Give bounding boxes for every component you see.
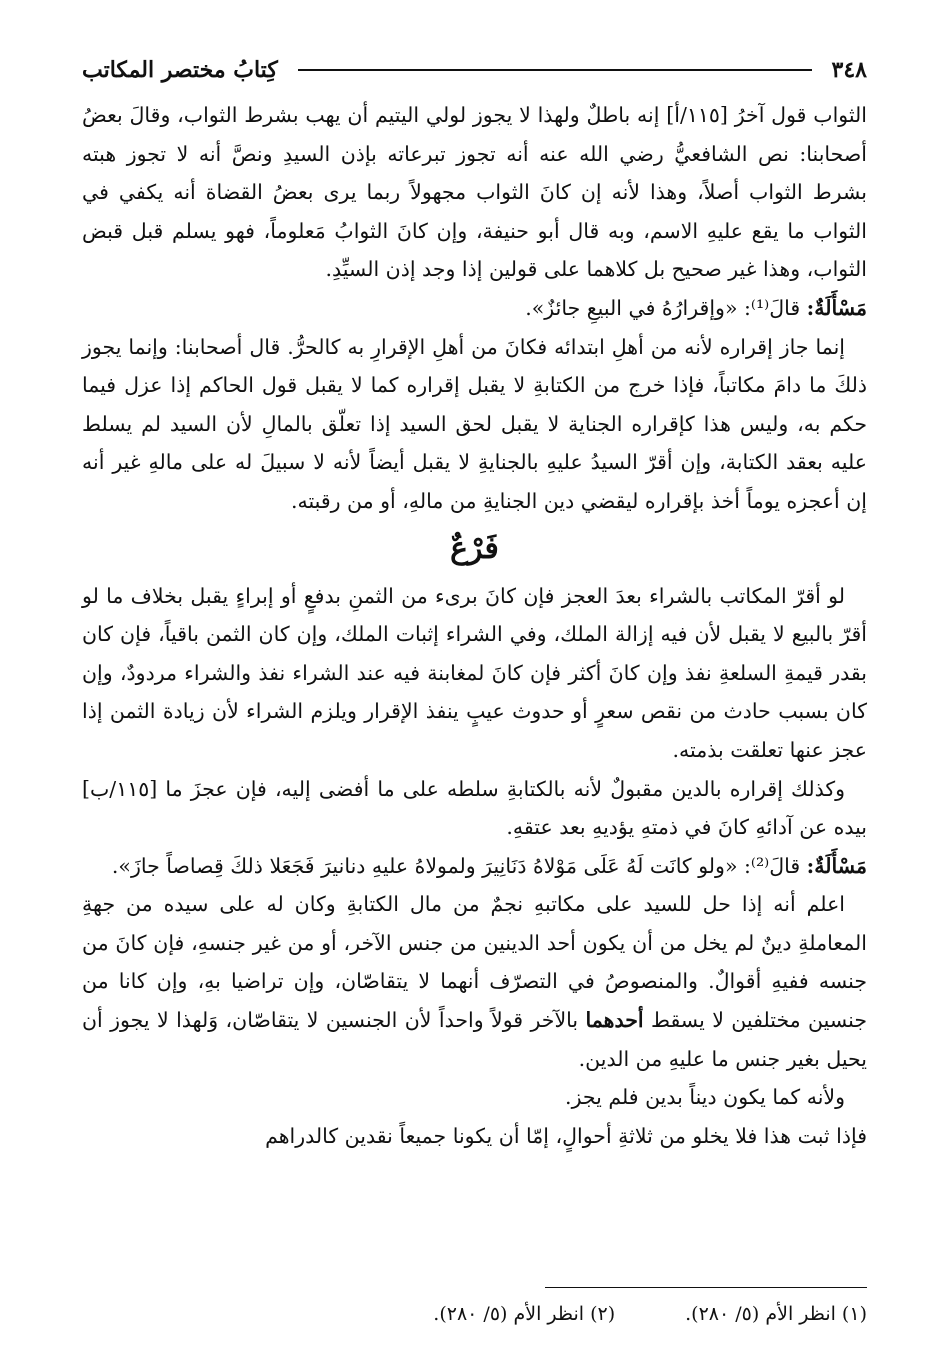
paragraph-4: وكذلك إقراره بالدين مقبولٌ لأنه بالكتابةِ سلطه على ما أفضى إليه، فإن عجزَ ما [١١٥/ب] بيده عن آدائهِ كانَ في ذمتهِ يؤديهِ بعد عتقهِ. [82,776,867,840]
paragraph-1: الثواب قول آخرُ [١١٥/أ] إنه باطلٌ ولهذا لا يجوز لولي اليتيم أن يهب بشرط الثواب، وقالَ بعضُ أصحابنا: نص الشافعيُّ رضي الله عنه أنه تجوز تبرعاته بإذن السيدِ ونصَّ أنه لا تجوز هبته بشرط الثواب أصلاً، وهذا لأنه إن كانَ الثواب مجهولاً ربما يرى بعضُ القضاة أنه يكفي في الثواب ما يقع عليهِ الاسم، وبه قال أبو حنيفة، وإن كانَ الثوابُ مَعلوماً، فهو يسلم قبل قبض الثواب، وهذا غير صحيح بل كلاهما على قولين إذا وجد إذن السيِّدِ. [82,103,867,282]
paragraph-5-part-b: بالآخر قولاً واحداً لأن الجنسين لا يتقاصّان، وَلهذا لا يجوز أن يحيل بغير جنس ما عليهِ من الدين. [82,1008,867,1071]
running-header [82,52,867,88]
footnote-rule [545,1287,867,1288]
paragraph-5-part-a: اعلم أنه إذا حل للسيد على مكاتبهِ نجمٌ من مال الكتابةِ وكان له على سيده من جهةِ المعاملةِ دينٌ لم يخل من أن يكون أحد الدينين من جنس الآخر، أو من غير جنسهِ، فإن كانَ من جنسه ففيهِ أقوالٌ. والمنصوصُ في التصرّف أنهما لا يتقاصّان، وإن تراضيا بهِ، وإن كانا من جنسين مختلفين لا يسقط [82,892,867,1033]
masala-2 [82,847,867,886]
paragraph-5 [82,885,867,1078]
paragraph-2: إنما جاز إقراره لأنه من أهلِ ابتدائه فكانَ من أهلِ الإقرارِ به كالحرُّ. قال أصحابنا: وإنما يجوز ذلكَ ما دامَ مكاتباً، فإذا خرج من الكتابةِ لا يقبل إقراره كما لا يقبل قول الحاكم إذا عزل فيما حكم به، وليس هذا كإقراره الجناية لا يقبل لحق السيد إذا تعلّق بالمالِ لأن السيد لم يسلط عليه بعقد الكتابة، وإن أقرّ السيدُ عليهِ بالجنايةِ لا يقبل أيضاً لأنه لا سبيلَ له على مالهِ غير أنه إن أعجزه يوماً أخذ بإقراره ليقضي دين الجنايةِ من مالهِ، أو من رقبته. [82,334,867,513]
masala-text: قالَ⁽²⁾: «ولو كانَت لَهُ عَلَى مَوْلاهُ دَنَانِيرَ ولمولاهُ عليهِ دنانيرَ فَجَعَلا ذلكَ قِصاصاً جازَ». [111,853,807,878]
paragraph-3: لو أقرّ المكاتب بالشراء بعدَ العجز فإن كانَ برىء من الثمنِ بدفعٍ أو إبراءٍ يقبل بخلاف ما لو أقرّ بالبيع لا يقبل لأن فيه إزالة الملك، وفي الشراء إثبات الملك، وإن كان الثمن باقياً، فإن كان بقدر قيمةِ السلعةِ نفذ وإن كانَ أكثر فإن كانَ لمغابنة فيه عند الشراء نفذ والشراء مردودٌ، وإن كان بسبب حادث من نقص سعرٍ أو حدوث عيبٍ ينفذ الإقرار ويلزم الشراء لأن زيادة الثمن إذا عجز عنها تعلقت بذمته. [82,583,867,762]
main-text [82,96,867,1155]
book-title: كِتابُ مختصر المكاتب [82,57,278,83]
masala-1 [82,289,867,328]
footnote-2: (٢) انظر الأم (٥/ ٢٨٠). [433,1303,616,1325]
masala-label: مَسْأَلَةٌ: [806,295,867,320]
paragraph-6: ولأنه كما يكون ديناً بدين فلم يجز. [565,1085,845,1110]
footnote-1: (١) انظر الأم (٥/ ٢٨٠). [685,1303,867,1325]
page-number: ٣٤٨ [831,57,867,83]
masala-text: قالَ⁽¹⁾: «وإقرارُهُ في البيعِ جائزٌ». [525,295,807,320]
paragraph-7: فإذا ثبت هذا فلا يخلو من ثلاثةِ أحوالٍ، إمّا أن يكونا جميعاً نقدين كالدراهم [265,1123,867,1148]
footnotes [82,1300,867,1328]
header-rule [298,69,812,71]
paragraph-5-bold-word: أحدهما [585,1008,644,1033]
section-heading-far: فَرْعٌ [450,530,499,566]
masala-label: مَسْأَلَةٌ: [806,853,867,878]
